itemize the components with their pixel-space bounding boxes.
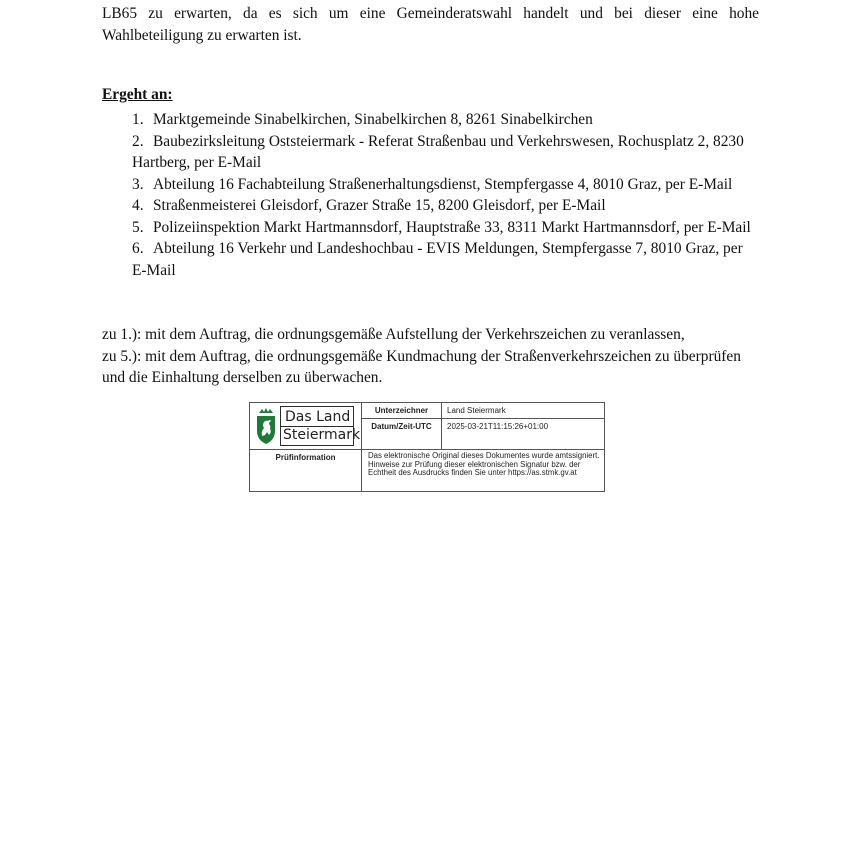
logo: Das Land Steiermark [280,406,354,446]
notes-block [102,324,759,389]
list-item: 5. Polizeiinspektion Markt Hartmannsdorf, Hauptstraße 33, 8311 Markt Hartmannsdorf, per E-Mail [132,218,751,236]
signature-block [249,402,605,492]
datetime-value: 2025-03-21T11:15:26+01:00 [442,419,604,450]
list-item: 4. Straßenmeisterei Gleisdorf, Grazer Straße 15, 8200 Gleisdorf, per E-Mail [132,197,606,214]
note-line-1: zu 1.): mit dem Auftrag, die ordnungsgemäße Aufstellung der Verkehrszeichen zu veranlassen, [102,326,685,343]
logo-cell [250,403,362,450]
list-item: 1. Marktgemeinde Sinabelkirchen, Sinabelkirchen 8, 8261 Sinabelkirchen [132,111,593,128]
recipients-heading: Ergeht an: [102,86,173,103]
list-item: 3. Abteilung 16 Fachabteilung Straßenerhaltungsdienst, Stempfergasse 4, 8010 Graz, per E-Mail [132,175,733,193]
signer-label: Unterzeichner [362,403,442,419]
recipients-list [132,109,760,281]
styrian-panther-crest-icon [256,407,276,445]
signer-value: Land Steiermark [442,403,604,419]
check-info-label: Prüfinformation [250,450,362,491]
list-item: 2. Baubezirksleitung Oststeiermark - Referat Straßenbau und Verkehrswesen, Rochusplatz 2, 8230 Hartberg, per E-Mail [132,132,744,171]
intro-paragraph: LB65 zu erwarten, da es sich um eine Gemeinderatswahl handelt und bei dieser eine hohe Wahlbeteiligung zu erwarten ist. [102,5,759,44]
note-line-2: zu 5.): mit dem Auftrag, die ordnungsgemäße Kundmachung der Straßenverkehrszeichen zu überprüfen und die Einhaltung derselben zu überwachen. [102,347,741,386]
check-info-value: Das elektronische Original dieses Dokumentes wurde amtssigniert. Hinweise zur Prüfung dieser elektronischen Signatur bzw. der Echtheit des Ausdrucks finden Sie unter https://as.stmk.gv.at [368,451,600,477]
datetime-label: Datum/Zeit-UTC [362,419,442,450]
list-item: 6. Abteilung 16 Verkehr und Landeshochbau - EVIS Meldungen, Stempfergasse 7, 8010 Graz, per E-Mail [132,240,743,279]
